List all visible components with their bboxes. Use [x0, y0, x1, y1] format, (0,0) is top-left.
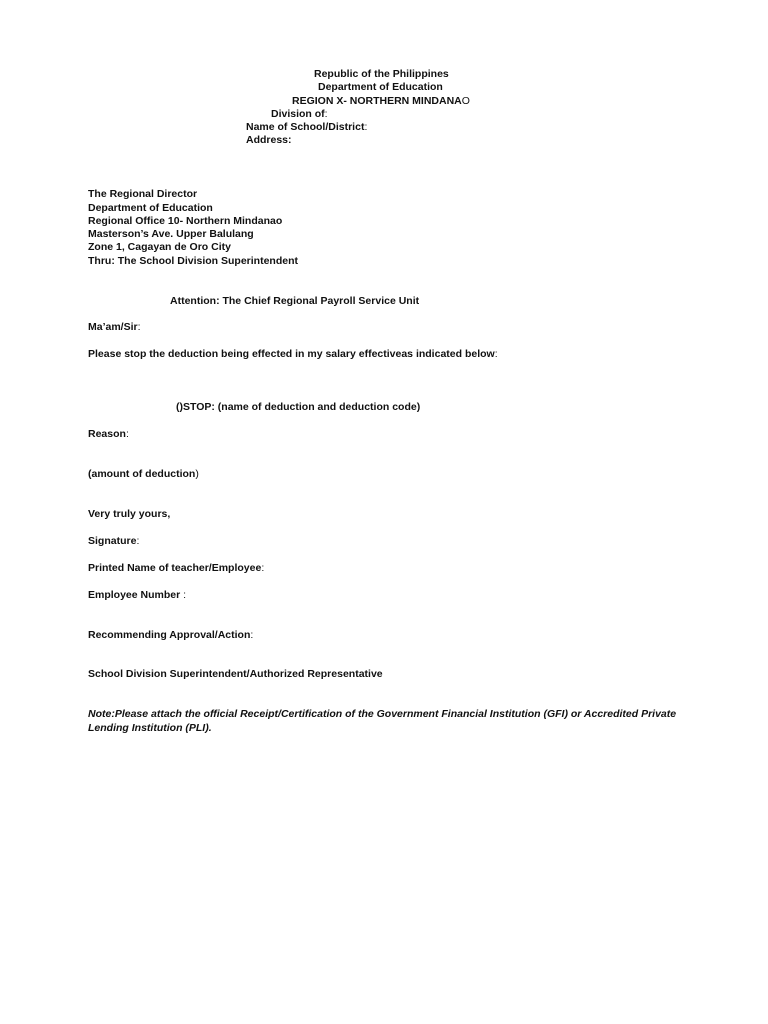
- recipient-line-6: [88, 255, 298, 268]
- recommending-label: Recommending Approval/Action: [88, 629, 251, 641]
- stop-line: [176, 401, 420, 414]
- printed-name-line: [88, 562, 264, 575]
- stop-text: ()STOP: (name of deduction and deduction code): [176, 401, 421, 413]
- signature-line: [88, 535, 139, 548]
- closing-yours: [88, 508, 170, 521]
- amount-paren: ): [195, 468, 199, 480]
- superintendent-text: School Division Superintendent/Authorized Representative: [88, 668, 383, 680]
- request-colon: :: [494, 348, 498, 360]
- division-label: Division of: [271, 108, 325, 120]
- header-region-tail: O: [461, 95, 470, 107]
- header-division: [271, 108, 328, 121]
- signature-colon: :: [136, 535, 140, 547]
- printed-name-label: Printed Name of teacher/Employee: [88, 562, 262, 574]
- recipient-line-2: [88, 202, 213, 215]
- header-republic: [314, 68, 449, 81]
- signature-label: Signature: [88, 535, 137, 547]
- reason-label: Reason: [88, 428, 126, 440]
- employee-number-label: Employee Number: [88, 589, 181, 601]
- header-department-text: Department of Education: [318, 81, 443, 93]
- header-department: [318, 81, 443, 94]
- header-region: [292, 95, 470, 108]
- salutation-colon: :: [137, 321, 141, 333]
- attention-line: [170, 295, 419, 308]
- reason-colon: :: [125, 428, 129, 440]
- school-colon: :: [364, 121, 368, 133]
- amount-label: (amount of deduction: [88, 468, 196, 480]
- recipient-title: The Regional Director: [88, 188, 198, 200]
- employee-number-colon: :: [180, 589, 187, 601]
- reason-line: [88, 428, 129, 441]
- recommending-line: [88, 629, 253, 642]
- header-school: [246, 121, 367, 134]
- recipient-line-3: [88, 215, 282, 228]
- address-label: Address:: [246, 134, 292, 146]
- recipient-street: Masterson’s Ave. Upper Balulang: [88, 228, 254, 240]
- recipient-line-5: [88, 241, 231, 254]
- employee-number-line: [88, 589, 186, 602]
- recipient-line-1: [88, 188, 197, 201]
- recipient-line-4: [88, 228, 254, 241]
- salutation-text: Ma’am/Sir: [88, 321, 138, 333]
- printed-name-colon: :: [261, 562, 265, 574]
- recipient-office: Regional Office 10- Northern Mindanao: [88, 215, 283, 227]
- header-address: [246, 134, 292, 147]
- division-colon: :: [324, 108, 328, 120]
- school-label: Name of School/District: [246, 121, 365, 133]
- attachment-note: Note:Please attach the official Receipt/Certification of the Government Financial Institution (GFI) or Accredited Private Lending Institution (PLI).: [88, 708, 677, 734]
- header-republic-text: Republic of the Philippines: [314, 68, 449, 80]
- amount-line: [88, 468, 199, 481]
- salutation: [88, 321, 141, 334]
- recipient-city: Zone 1, Cagayan de Oro City: [88, 241, 231, 253]
- closing-yours-text: Very truly yours,: [88, 508, 171, 520]
- recipient-thru: Thru: The School Division Superintendent: [88, 255, 299, 267]
- recipient-department: Department of Education: [88, 202, 213, 214]
- superintendent-line: [88, 668, 383, 681]
- attention-text: Attention: The Chief Regional Payroll Service Unit: [170, 295, 420, 307]
- request-text: Please stop the deduction being effected in my salary effectiveas indicated below: [88, 348, 495, 360]
- recommending-colon: :: [250, 629, 254, 641]
- request-line: [88, 348, 498, 361]
- header-region-text: REGION X- NORTHERN MINDANA: [292, 95, 462, 107]
